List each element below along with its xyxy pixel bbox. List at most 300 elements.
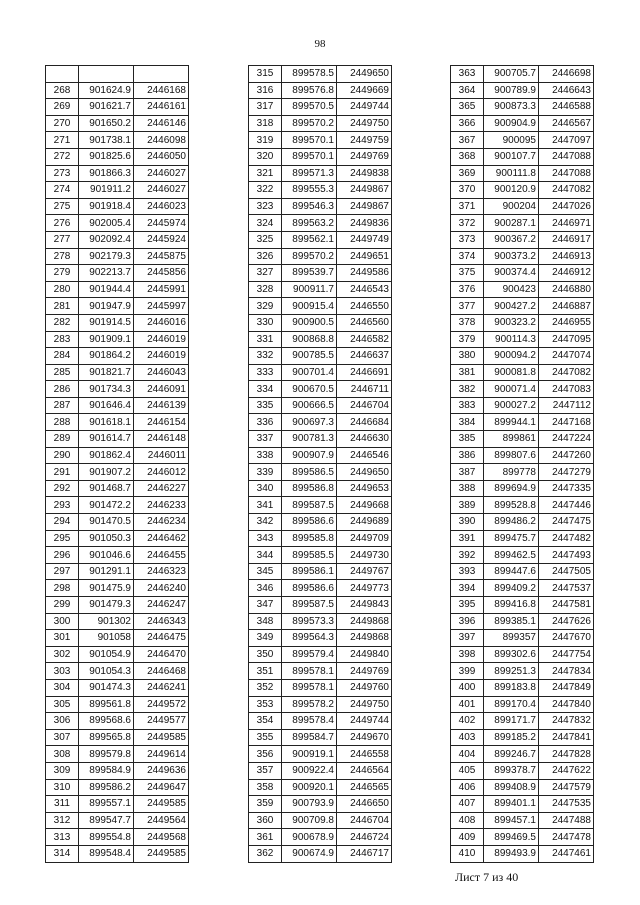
table-row (451, 812, 594, 829)
point-number-cell: 408 (451, 812, 484, 829)
table-row (451, 431, 594, 448)
point-number-cell: 305 (46, 696, 79, 713)
y-coordinate-cell: 2446717 (337, 845, 392, 862)
table-row (46, 331, 189, 348)
table-row (46, 696, 189, 713)
table-row (249, 348, 392, 365)
point-number-cell: 358 (249, 779, 282, 796)
point-number-cell: 341 (249, 497, 282, 514)
point-number-cell: 367 (451, 132, 484, 149)
x-coordinate-cell: 899457.1 (484, 812, 539, 829)
table-row (249, 696, 392, 713)
y-coordinate-cell: 2449650 (337, 464, 392, 481)
x-coordinate-cell: 899462.5 (484, 547, 539, 564)
point-number-cell: 310 (46, 779, 79, 796)
point-number-cell: 365 (451, 99, 484, 116)
x-coordinate-cell: 900701.4 (282, 364, 337, 381)
point-number-cell: 297 (46, 563, 79, 580)
y-coordinate-cell: 2446154 (134, 414, 189, 431)
point-number-cell: 318 (249, 115, 282, 132)
x-coordinate-cell: 900107.7 (484, 148, 539, 165)
point-number-cell: 376 (451, 281, 484, 298)
table-row (451, 381, 594, 398)
y-coordinate-cell: 2446684 (337, 414, 392, 431)
table-row (451, 762, 594, 779)
table-row (249, 597, 392, 614)
point-number-cell: 389 (451, 497, 484, 514)
table-row (249, 713, 392, 730)
y-coordinate-cell: 2446012 (134, 464, 189, 481)
x-coordinate-cell: 899861 (484, 431, 539, 448)
table-row (46, 796, 189, 813)
x-coordinate-cell: 901947.9 (79, 298, 134, 315)
point-number-cell: 300 (46, 613, 79, 630)
y-coordinate-cell: 2446247 (134, 597, 189, 614)
table-row (249, 364, 392, 381)
table-row (451, 613, 594, 630)
point-number-cell: 405 (451, 762, 484, 779)
table-row (451, 779, 594, 796)
y-coordinate-cell: 2446543 (337, 281, 392, 298)
point-number-cell: 345 (249, 563, 282, 580)
point-number-cell: 320 (249, 148, 282, 165)
table-row (249, 480, 392, 497)
x-coordinate-cell: 900900.5 (282, 314, 337, 331)
y-coordinate-cell: 2446011 (134, 447, 189, 464)
y-coordinate-cell: 2446027 (134, 182, 189, 199)
table-row (46, 66, 189, 83)
point-number-cell: 353 (249, 696, 282, 713)
y-coordinate-cell: 2445875 (134, 248, 189, 265)
table-row (249, 298, 392, 315)
y-coordinate-cell: 2445924 (134, 231, 189, 248)
y-coordinate-cell: 2449867 (337, 198, 392, 215)
x-coordinate-cell: 901646.4 (79, 397, 134, 414)
x-coordinate-cell: 902005.4 (79, 215, 134, 232)
y-coordinate-cell: 2446227 (134, 480, 189, 497)
table-row (46, 314, 189, 331)
table-row (249, 580, 392, 597)
y-coordinate-cell: 2446148 (134, 431, 189, 448)
point-number-cell: 281 (46, 298, 79, 315)
x-coordinate-cell: 901738.1 (79, 132, 134, 149)
point-number-cell: 384 (451, 414, 484, 431)
y-coordinate-cell: 2449769 (337, 148, 392, 165)
point-number-cell: 409 (451, 829, 484, 846)
point-number-cell: 282 (46, 314, 79, 331)
point-number-cell: 390 (451, 514, 484, 531)
y-coordinate-cell: 2447279 (539, 464, 594, 481)
table-row (249, 514, 392, 531)
x-coordinate-cell: 899251.3 (484, 663, 539, 680)
point-number-cell: 338 (249, 447, 282, 464)
y-coordinate-cell: 2447082 (539, 182, 594, 199)
table-row (249, 829, 392, 846)
x-coordinate-cell: 901058 (79, 630, 134, 647)
table-row (46, 115, 189, 132)
y-coordinate-cell: 2446455 (134, 547, 189, 564)
y-coordinate-cell: 2449585 (134, 729, 189, 746)
y-coordinate-cell: 2446588 (539, 99, 594, 116)
table-row (451, 82, 594, 99)
table-row (451, 530, 594, 547)
x-coordinate-cell: 899554.8 (79, 829, 134, 846)
y-coordinate-cell: 2447626 (539, 613, 594, 630)
y-coordinate-cell: 2446643 (539, 82, 594, 99)
x-coordinate-cell: 899578.5 (282, 66, 337, 83)
point-number-cell: 293 (46, 497, 79, 514)
y-coordinate-cell: 2446091 (134, 381, 189, 398)
table-row (46, 646, 189, 663)
y-coordinate-cell: 2446016 (134, 314, 189, 331)
point-number-cell: 307 (46, 729, 79, 746)
point-number-cell: 288 (46, 414, 79, 431)
x-coordinate-cell: 900781.3 (282, 431, 337, 448)
point-number-cell: 363 (451, 66, 484, 83)
x-coordinate-cell: 899573.3 (282, 613, 337, 630)
point-number-cell: 369 (451, 165, 484, 182)
table-row (451, 630, 594, 647)
x-coordinate-cell: 900911.7 (282, 281, 337, 298)
point-number-cell: 275 (46, 198, 79, 215)
x-coordinate-cell: 899587.5 (282, 597, 337, 614)
table-row (451, 231, 594, 248)
x-coordinate-cell: 899171.7 (484, 713, 539, 730)
point-number-cell: 396 (451, 613, 484, 630)
y-coordinate-cell: 2449843 (337, 597, 392, 614)
table-row (249, 563, 392, 580)
table-row (249, 331, 392, 348)
point-number-cell: 366 (451, 115, 484, 132)
table-row (249, 148, 392, 165)
x-coordinate-cell: 900904.9 (484, 115, 539, 132)
x-coordinate-cell: 901734.3 (79, 381, 134, 398)
point-number-cell: 356 (249, 746, 282, 763)
point-number-cell: 381 (451, 364, 484, 381)
table-row (46, 713, 189, 730)
x-coordinate-cell: 900666.5 (282, 397, 337, 414)
point-number-cell: 311 (46, 796, 79, 813)
y-coordinate-cell: 2446019 (134, 348, 189, 365)
y-coordinate-cell: 2447840 (539, 696, 594, 713)
point-number-cell: 283 (46, 331, 79, 348)
table-row (46, 497, 189, 514)
table-row (46, 182, 189, 199)
point-number-cell: 410 (451, 845, 484, 862)
y-coordinate-cell: 2447622 (539, 762, 594, 779)
point-number-cell: 364 (451, 82, 484, 99)
x-coordinate-cell: 901468.7 (79, 480, 134, 497)
point-number-cell: 352 (249, 679, 282, 696)
y-coordinate-cell: 2446139 (134, 397, 189, 414)
y-coordinate-cell: 2449760 (337, 679, 392, 696)
point-number-cell: 349 (249, 630, 282, 647)
y-coordinate-cell: 2446168 (134, 82, 189, 99)
table-row (249, 447, 392, 464)
x-coordinate-cell: 899562.1 (282, 231, 337, 248)
table-row (46, 348, 189, 365)
point-number-cell: 403 (451, 729, 484, 746)
table-row (46, 829, 189, 846)
table-row (46, 281, 189, 298)
y-coordinate-cell: 2446161 (134, 99, 189, 116)
table-row (451, 563, 594, 580)
x-coordinate-cell: 901302 (79, 613, 134, 630)
y-coordinate-cell: 2446240 (134, 580, 189, 597)
table-row (451, 397, 594, 414)
x-coordinate-cell: 899578.4 (282, 713, 337, 730)
y-coordinate-cell: 2446050 (134, 148, 189, 165)
point-number-cell: 329 (249, 298, 282, 315)
y-coordinate-cell: 2447581 (539, 597, 594, 614)
table-row (451, 464, 594, 481)
x-coordinate-cell: 900374.4 (484, 265, 539, 282)
y-coordinate-cell: 2449650 (337, 66, 392, 83)
table-row (451, 713, 594, 730)
y-coordinate-cell: 2447095 (539, 331, 594, 348)
table-row (451, 845, 594, 862)
x-coordinate-cell: 901911.2 (79, 182, 134, 199)
table-row (249, 746, 392, 763)
table-row (249, 397, 392, 414)
table-row (46, 547, 189, 564)
x-coordinate-cell: 900114.3 (484, 331, 539, 348)
x-coordinate-cell: 900423 (484, 281, 539, 298)
y-coordinate-cell: 2447832 (539, 713, 594, 730)
table-row (46, 82, 189, 99)
table-row (451, 182, 594, 199)
table-row (46, 597, 189, 614)
point-number-cell: 325 (249, 231, 282, 248)
point-number-cell: 382 (451, 381, 484, 398)
point-number-cell: 280 (46, 281, 79, 298)
x-coordinate-cell: 901614.7 (79, 431, 134, 448)
y-coordinate-cell: 2446880 (539, 281, 594, 298)
table-row (451, 165, 594, 182)
point-number-cell: 326 (249, 248, 282, 265)
table-row (451, 447, 594, 464)
x-coordinate-cell: 900095 (484, 132, 539, 149)
x-coordinate-cell: 899357 (484, 630, 539, 647)
x-coordinate-cell: 900071.4 (484, 381, 539, 398)
y-coordinate-cell: 2449749 (337, 231, 392, 248)
table-row (249, 99, 392, 116)
point-number-cell: 344 (249, 547, 282, 564)
table-row (46, 414, 189, 431)
y-coordinate-cell: 2446704 (337, 812, 392, 829)
y-coordinate-cell: 2446546 (337, 447, 392, 464)
y-coordinate-cell: 2449647 (134, 779, 189, 796)
table-row (249, 314, 392, 331)
y-coordinate-cell: 2446917 (539, 231, 594, 248)
point-number-cell: 395 (451, 597, 484, 614)
table-row (46, 812, 189, 829)
y-coordinate-cell: 2447535 (539, 796, 594, 813)
x-coordinate-cell: 899778 (484, 464, 539, 481)
y-coordinate-cell: 2446565 (337, 779, 392, 796)
y-coordinate-cell: 2449867 (337, 182, 392, 199)
point-number-cell: 336 (249, 414, 282, 431)
y-coordinate-cell: 2447754 (539, 646, 594, 663)
y-coordinate-cell: 2445997 (134, 298, 189, 315)
y-coordinate-cell: 2446462 (134, 530, 189, 547)
y-coordinate-cell: 2447446 (539, 497, 594, 514)
point-number-cell: 276 (46, 215, 79, 232)
point-number-cell: 339 (249, 464, 282, 481)
point-number-cell: 335 (249, 397, 282, 414)
point-number-cell: 346 (249, 580, 282, 597)
sheet-footer: Лист 7 из 40 (455, 870, 519, 884)
y-coordinate-cell: 2446470 (134, 646, 189, 663)
point-number-cell: 357 (249, 762, 282, 779)
y-coordinate-cell: 2446241 (134, 679, 189, 696)
x-coordinate-cell: 899578.1 (282, 663, 337, 680)
x-coordinate-cell: 902213.7 (79, 265, 134, 282)
x-coordinate-cell: 900789.9 (484, 82, 539, 99)
x-coordinate-cell: 901907.2 (79, 464, 134, 481)
table-row (46, 132, 189, 149)
point-number-cell: 301 (46, 630, 79, 647)
y-coordinate-cell: 2449564 (134, 812, 189, 829)
table-row (46, 630, 189, 647)
x-coordinate-cell: 900868.8 (282, 331, 337, 348)
point-number-cell: 273 (46, 165, 79, 182)
x-coordinate-cell: 899584.7 (282, 729, 337, 746)
x-coordinate-cell: 899401.1 (484, 796, 539, 813)
x-coordinate-cell: 899586.2 (79, 779, 134, 796)
point-number-cell (46, 66, 79, 83)
x-coordinate-cell: 899475.7 (484, 530, 539, 547)
y-coordinate-cell: 2446023 (134, 198, 189, 215)
y-coordinate-cell: 2449572 (134, 696, 189, 713)
point-number-cell: 385 (451, 431, 484, 448)
point-number-cell: 327 (249, 265, 282, 282)
point-number-cell: 380 (451, 348, 484, 365)
table-row (451, 580, 594, 597)
point-number-cell: 359 (249, 796, 282, 813)
y-coordinate-cell: 2449868 (337, 613, 392, 630)
y-coordinate-cell: 2446146 (134, 115, 189, 132)
point-number-cell: 347 (249, 597, 282, 614)
x-coordinate-cell: 899447.6 (484, 563, 539, 580)
x-coordinate-cell: 900323.2 (484, 314, 539, 331)
y-coordinate-cell: 2449767 (337, 563, 392, 580)
x-coordinate-cell: 901821.7 (79, 364, 134, 381)
table-row (249, 630, 392, 647)
table-row (46, 231, 189, 248)
y-coordinate-cell (134, 66, 189, 83)
y-coordinate-cell: 2446567 (539, 115, 594, 132)
table-row (451, 480, 594, 497)
table-row (46, 613, 189, 630)
point-number-cell: 269 (46, 99, 79, 116)
table-row (451, 148, 594, 165)
x-coordinate-cell: 899807.6 (484, 447, 539, 464)
point-number-cell: 271 (46, 132, 79, 149)
point-number-cell: 314 (46, 845, 79, 862)
table-row (451, 248, 594, 265)
point-number-cell: 292 (46, 480, 79, 497)
table-row (46, 248, 189, 265)
point-number-cell: 308 (46, 746, 79, 763)
x-coordinate-cell: 899557.1 (79, 796, 134, 813)
x-coordinate-cell: 899576.8 (282, 82, 337, 99)
point-number-cell: 272 (46, 148, 79, 165)
point-number-cell: 286 (46, 381, 79, 398)
y-coordinate-cell: 2446698 (539, 66, 594, 83)
table-row (249, 381, 392, 398)
table-row (451, 729, 594, 746)
x-coordinate-cell: 900915.4 (282, 298, 337, 315)
x-coordinate-cell: 899528.8 (484, 497, 539, 514)
x-coordinate-cell: 899586.5 (282, 464, 337, 481)
y-coordinate-cell: 2447834 (539, 663, 594, 680)
table-row (451, 198, 594, 215)
x-coordinate-cell: 899586.8 (282, 480, 337, 497)
x-coordinate-cell: 899564.3 (282, 630, 337, 647)
x-coordinate-cell: 901054.9 (79, 646, 134, 663)
table-row (249, 762, 392, 779)
x-coordinate-cell: 900678.9 (282, 829, 337, 846)
table-row (451, 364, 594, 381)
point-number-cell: 377 (451, 298, 484, 315)
table-row (451, 66, 594, 83)
point-number-cell: 313 (46, 829, 79, 846)
point-number-cell: 298 (46, 580, 79, 597)
table-row (249, 198, 392, 215)
x-coordinate-cell: 899586.6 (282, 580, 337, 597)
table-row (249, 729, 392, 746)
point-number-cell: 362 (249, 845, 282, 862)
y-coordinate-cell: 2447828 (539, 746, 594, 763)
y-coordinate-cell: 2446468 (134, 663, 189, 680)
point-number-cell: 304 (46, 679, 79, 696)
x-coordinate-cell: 900027.2 (484, 397, 539, 414)
x-coordinate-cell: 899246.7 (484, 746, 539, 763)
point-number-cell: 302 (46, 646, 79, 663)
y-coordinate-cell: 2449744 (337, 713, 392, 730)
table-row (451, 281, 594, 298)
point-number-cell: 407 (451, 796, 484, 813)
table-row (249, 265, 392, 282)
y-coordinate-cell: 2447482 (539, 530, 594, 547)
table-row (451, 663, 594, 680)
y-coordinate-cell: 2446550 (337, 298, 392, 315)
x-coordinate-cell: 899170.4 (484, 696, 539, 713)
x-coordinate-cell: 899539.7 (282, 265, 337, 282)
y-coordinate-cell: 2449577 (134, 713, 189, 730)
table-row (451, 99, 594, 116)
y-coordinate-cell: 2449759 (337, 132, 392, 149)
point-number-cell: 317 (249, 99, 282, 116)
table-row (46, 514, 189, 531)
x-coordinate-cell: 901054.3 (79, 663, 134, 680)
table-row (46, 464, 189, 481)
point-number-cell: 350 (249, 646, 282, 663)
y-coordinate-cell: 2447475 (539, 514, 594, 531)
x-coordinate-cell: 899570.1 (282, 132, 337, 149)
x-coordinate-cell: 901918.4 (79, 198, 134, 215)
table-row (451, 746, 594, 763)
x-coordinate-cell: 900373.2 (484, 248, 539, 265)
y-coordinate-cell: 2447083 (539, 381, 594, 398)
x-coordinate-cell: 899378.7 (484, 762, 539, 779)
x-coordinate-cell: 899183.8 (484, 679, 539, 696)
point-number-cell: 378 (451, 314, 484, 331)
table-row (249, 547, 392, 564)
table-row (46, 165, 189, 182)
point-number-cell: 340 (249, 480, 282, 497)
